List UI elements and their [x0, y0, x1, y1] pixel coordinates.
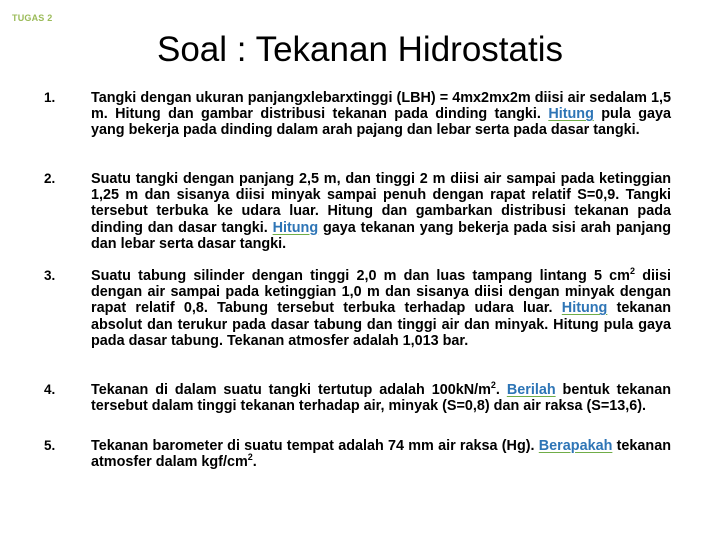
assignment-tag: TUGAS 2	[12, 13, 53, 23]
problem-text-segment: tekanan atmosfer dalam kgf/cm	[91, 438, 671, 471]
problem-number: 4.	[44, 382, 56, 397]
problem-text-segment: Suatu tabung silinder dengan tinggi 2,0 m dan luas tampang lintang 5 cm	[91, 268, 630, 284]
spellcheck-word[interactable]: Hitung	[548, 106, 594, 123]
problem-text-segment: Tekanan di dalam suatu tangki tertutup adalah 100kN/m	[91, 382, 491, 398]
superscript: 2	[247, 452, 253, 463]
problem-text	[91, 171, 671, 252]
problem-text-segment: Tangki dengan ukuran panjangxlebarxtinggi (LBH) = 4mx2mx2m diisi air sedalam 1,5 m. Hitung dan gambar distribusi tekanan pada dinding tangki.	[91, 90, 671, 123]
problem-text	[91, 90, 671, 139]
problem-text-segment: Tekanan barometer di suatu tempat adalah 74 mm air raksa (Hg).	[91, 438, 539, 454]
superscript: 2	[629, 266, 635, 277]
problem-text-segment: pula gaya yang bekerja pada dinding dalam arah pajang dan lebar serta pada dasar tangki.	[91, 106, 671, 139]
problem-text	[91, 268, 671, 349]
problem-number: 5.	[44, 438, 56, 453]
problem-number: 2.	[44, 171, 56, 186]
spellcheck-word[interactable]: Berilah	[506, 382, 556, 398]
problem-text-segment: bentuk tekanan tersebut dalam tinggi tekanan terhadap air, minyak (S=0,8) dan air raksa (S=13,6).	[91, 382, 671, 415]
problem-text-segment: Suatu tangki dengan panjang 2,5 m, dan tinggi 2 m diisi air sampai pada ketinggian 1,25 m dan sisanya diisi minyak sampai penuh dengan rapat relatif S=0,9. Tangki tersebut terbuka ke udara luar. Hitung dan gambarkan distribusi tekanan pada dinding dan dasar tangki.	[91, 171, 671, 236]
problem-text-segment: .	[252, 454, 257, 471]
problem-number: 3.	[44, 268, 56, 283]
problem-text	[91, 438, 671, 470]
problem-text	[91, 382, 671, 414]
problem-text-segment: tekanan absolut dan terukur pada dasar tabung dan tinggi air dan minyak. Hitung pula gaya pada dasar tabung. Tekanan atmosfer adalah 1,013 bar.	[91, 300, 671, 349]
problem-number: 1.	[44, 90, 56, 105]
problem-text-segment: .	[495, 382, 507, 398]
spellcheck-word[interactable]: Hitung	[272, 219, 319, 236]
problem-text-segment: diisi dengan air sampai pada ketinggian 1,0 m dan sisanya diisi dengan minyak dengan rapat relatif 0,8. Tabung tersebut terbuka terhadap udara luar.	[91, 268, 671, 317]
problem-text-segment: gaya tekanan yang bekerja pada sisi arah panjang dan lebar serta dasar tangki.	[91, 219, 671, 252]
page-title: Soal : Tekanan Hidrostatis	[157, 30, 563, 69]
superscript: 2	[490, 380, 496, 391]
spellcheck-word[interactable]: Hitung	[561, 300, 608, 317]
spellcheck-word[interactable]: Berapakah	[538, 438, 613, 454]
